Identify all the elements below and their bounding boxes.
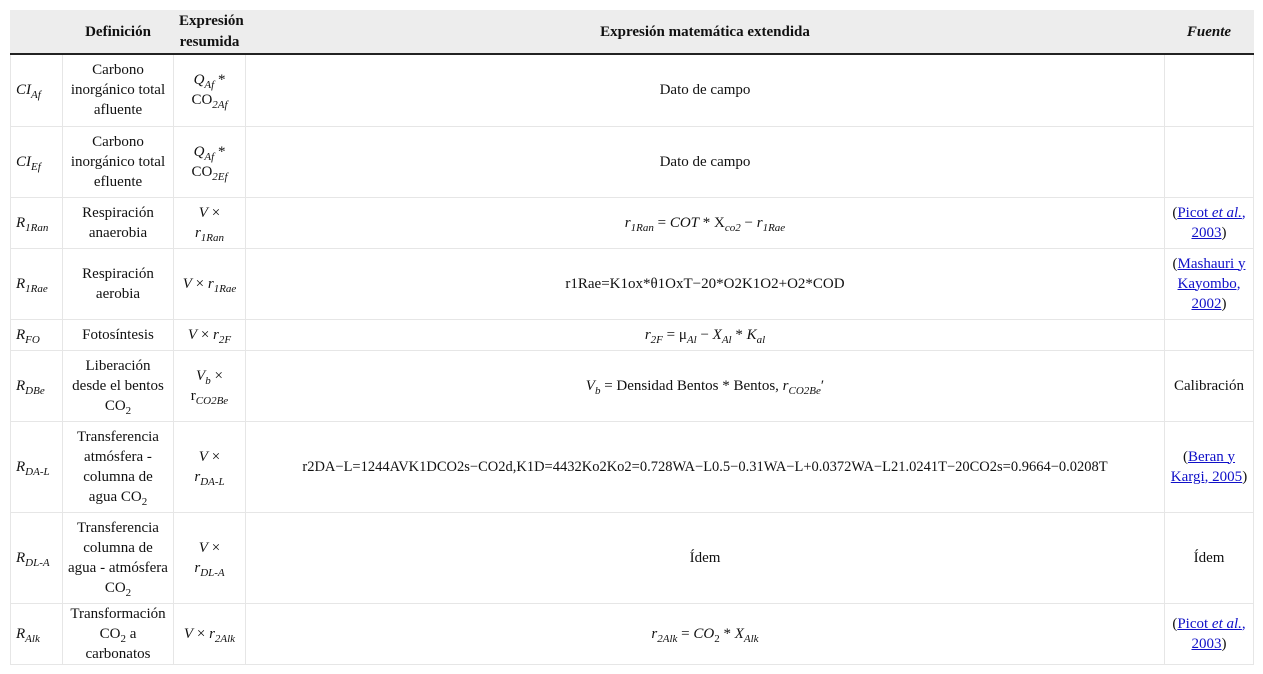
row-definition [63, 421, 174, 512]
summary-var: Q [193, 72, 205, 89]
definition-sub: 2 [125, 404, 132, 417]
summary-op: * [214, 143, 226, 160]
row-definition: Fotosíntesis [63, 319, 174, 350]
row-extended [246, 350, 1165, 421]
table-row [11, 350, 1254, 421]
symbol-sub: DL-A [25, 556, 50, 569]
row-summary [174, 421, 246, 512]
eq-part: 1Ran [630, 221, 654, 234]
summary-term: r [213, 326, 219, 343]
row-definition [63, 603, 174, 664]
table-row [11, 319, 1254, 350]
definition-text: Liberación desde el bentos CO [72, 357, 164, 414]
symbol-sub: DA-L [25, 465, 50, 478]
eq-part: r [644, 326, 651, 343]
symbol-base: R [16, 625, 26, 642]
eq-part: CO [693, 625, 715, 642]
table-row [11, 421, 1254, 512]
row-summary [174, 319, 246, 350]
eq-part: − [740, 214, 757, 231]
row-definition [63, 512, 174, 603]
header-extended: Expresión matemática extendida [246, 11, 1165, 55]
eq-part: 2 [714, 632, 720, 645]
header-row [11, 11, 1254, 55]
row-source [1165, 319, 1254, 350]
eq-part: r [756, 214, 763, 231]
table-row [11, 248, 1254, 319]
symbol-sub: Af [31, 89, 41, 102]
row-extended [246, 603, 1165, 664]
row-summary [174, 512, 246, 603]
eq-part: = [653, 214, 670, 231]
summary-term: CO [191, 92, 213, 109]
row-extended [246, 319, 1165, 350]
header-definition: Definición [63, 11, 174, 55]
row-extended: Dato de campo [246, 54, 1165, 126]
row-extended [246, 197, 1165, 248]
table-row [11, 197, 1254, 248]
source-paren: ) [1242, 468, 1248, 485]
row-symbol [11, 350, 63, 421]
source-paren: ( [1172, 615, 1178, 632]
symbol-sub: Ef [31, 160, 41, 173]
row-summary [174, 350, 246, 421]
header-summary-line1: Expresión [179, 13, 244, 29]
symbol-sub: 1Ran [25, 221, 49, 234]
summary-var: V [182, 275, 192, 292]
summary-term-sub: 2F [218, 333, 232, 346]
eq-part: r [624, 214, 631, 231]
row-definition: Respiración anaerobia [63, 197, 174, 248]
source-paren: ( [1182, 448, 1188, 465]
citation-link[interactable] [1177, 616, 1245, 652]
eq-part: * [719, 625, 735, 642]
row-symbol [11, 54, 63, 126]
eq-part: 2Alk [657, 632, 678, 645]
eq-part: − [696, 326, 713, 343]
row-definition: Carbono inorgánico total efluente [63, 126, 174, 197]
symbol-base: CI [16, 153, 31, 170]
row-definition: Respiración aerobia [63, 248, 174, 319]
row-symbol [11, 248, 63, 319]
row-summary [174, 126, 246, 197]
definition-text: Transferencia columna de agua - atmósfera CO [68, 519, 168, 596]
citation-link[interactable] [1177, 205, 1245, 241]
eq-part: * X [699, 214, 725, 231]
eq-part: al [756, 333, 766, 346]
eq-part: Al [686, 333, 697, 346]
row-source: Calibración [1165, 350, 1254, 421]
definition-sub: 2 [141, 495, 148, 508]
eq-part: V [585, 377, 595, 394]
source-paren: ( [1172, 204, 1178, 221]
eq-part: r [782, 377, 789, 394]
eq-part: = [677, 625, 694, 642]
summary-op: × [197, 326, 214, 343]
summary-var-sub: b [205, 374, 211, 387]
definition-text: Transferencia atmósfera - columna de agua CO [77, 428, 159, 505]
summary-op: × [207, 539, 221, 556]
summary-term: r [194, 224, 201, 241]
row-extended: r2DA−L=1244AVK1DCO2s−CO2d,K1D=4432Ko2Ko2=0.728WA−L0.5−0.31WA−L+0.0372WA−L21.0241T−20CO2s=0.9664−0.0208T [246, 421, 1165, 512]
citation-etal: et al. [1211, 615, 1242, 632]
summary-term: r [194, 559, 201, 576]
summary-op: × [207, 448, 221, 465]
header-summary-line2: resumida [179, 34, 240, 50]
eq-part: ′ [820, 377, 825, 394]
summary-term: r [194, 468, 201, 485]
eq-part: K [746, 326, 757, 343]
summary-var: V [183, 625, 194, 642]
source-paren: ( [1172, 255, 1178, 272]
summary-term-sub: DA-L [200, 475, 225, 488]
summary-var-sub: Af [204, 79, 215, 92]
row-extended: Dato de campo [246, 126, 1165, 197]
summary-var: V [198, 204, 208, 221]
summary-op: × [191, 275, 208, 292]
symbol-base: R [16, 458, 26, 475]
row-symbol [11, 512, 63, 603]
eq-part: X [712, 326, 722, 343]
summary-term-sub: 2Af [212, 99, 228, 112]
row-symbol [11, 603, 63, 664]
summary-term-sub: CO2Be [195, 394, 229, 407]
table-row [11, 603, 1254, 664]
citation-author: Picot [1177, 204, 1212, 221]
definition-sub: 2 [125, 586, 132, 599]
summary-var-sub: Af [204, 150, 215, 163]
source-paren: ) [1221, 224, 1227, 241]
citation-link[interactable]: Beran y Kargi, 2005 [1170, 448, 1243, 485]
summary-term-sub: 2Ef [212, 170, 228, 183]
table-row [11, 126, 1254, 197]
row-source [1165, 197, 1254, 248]
eq-part: Alk [743, 632, 759, 645]
eq-part: Al [721, 333, 732, 346]
citation-author: Picot [1177, 615, 1212, 632]
symbol-sub: Alk [25, 632, 40, 645]
symbol-base: R [16, 214, 26, 231]
symbol-sub: FO [25, 333, 40, 346]
eq-part: COT [669, 214, 700, 231]
symbol-sub: 1Rae [25, 282, 48, 295]
symbol-base: R [16, 275, 26, 292]
summary-term: r [207, 275, 214, 292]
summary-term-sub: 1Ran [200, 231, 225, 244]
citation-etal: et al. [1211, 204, 1242, 221]
table-row [11, 54, 1254, 126]
symbol-base: R [16, 549, 26, 566]
summary-term: CO [191, 163, 213, 180]
eq-part: 1Rae [762, 221, 786, 234]
header-summary [174, 11, 246, 55]
summary-term-sub: 2Alk [214, 632, 236, 645]
summary-term-sub: 1Rae [213, 282, 237, 295]
symbol-base: CI [16, 82, 31, 99]
source-paren: ) [1221, 295, 1227, 312]
summary-var: V [198, 448, 208, 465]
row-symbol [11, 126, 63, 197]
symbol-sub: DBe [25, 384, 45, 397]
summary-var: V [187, 326, 198, 343]
summary-var: V [198, 539, 208, 556]
citation-link[interactable]: Mashauri y Kayombo, 2002 [1177, 255, 1246, 312]
row-source [1165, 421, 1254, 512]
row-source: Ídem [1165, 512, 1254, 603]
row-summary [174, 197, 246, 248]
row-summary [174, 248, 246, 319]
summary-term-sub: DL-A [200, 566, 225, 579]
summary-op: * [214, 72, 226, 89]
summary-var: Q [193, 143, 205, 160]
header-source: Fuente [1165, 11, 1254, 55]
row-summary [174, 603, 246, 664]
row-source [1165, 54, 1254, 126]
row-symbol [11, 319, 63, 350]
summary-term: r [209, 625, 215, 642]
table-row [11, 512, 1254, 603]
summary-op: × [193, 625, 210, 642]
eq-part: co2 [724, 221, 741, 234]
summary-op: × [207, 204, 221, 221]
row-definition [63, 350, 174, 421]
eq-part: X [734, 625, 744, 642]
definition-text: a carbonatos [85, 625, 151, 662]
eq-part: * [731, 326, 747, 343]
row-definition: Carbono inorgánico total afluente [63, 54, 174, 126]
symbol-base: R [16, 377, 26, 394]
eq-part: = Densidad Bentos * Bentos, [600, 377, 783, 394]
summary-op: × [210, 367, 223, 384]
row-source [1165, 248, 1254, 319]
definition-text: Transformación CO [70, 605, 166, 642]
eq-part: 2F [650, 333, 663, 346]
row-source [1165, 126, 1254, 197]
eq-part: = μ [662, 326, 687, 343]
definition-sub: 2 [120, 632, 126, 645]
summary-term: r [190, 387, 196, 404]
variables-table [10, 10, 1254, 665]
row-extended: Ídem [246, 512, 1165, 603]
row-summary [174, 54, 246, 126]
header-symbol [11, 11, 63, 55]
source-paren: ) [1221, 635, 1227, 652]
row-symbol [11, 421, 63, 512]
eq-part: r [651, 625, 658, 642]
row-source [1165, 603, 1254, 664]
eq-part: CO2Be [788, 384, 821, 397]
row-extended: r1Rae=K1ox*θ1OxT−20*O2K1O2+O2*COD [246, 248, 1165, 319]
summary-var: V [196, 367, 206, 384]
citation-year: , 2003 [1191, 615, 1246, 652]
eq-part: b [594, 384, 601, 397]
row-symbol [11, 197, 63, 248]
symbol-base: R [16, 326, 26, 343]
citation-year: , 2003 [1191, 204, 1246, 241]
